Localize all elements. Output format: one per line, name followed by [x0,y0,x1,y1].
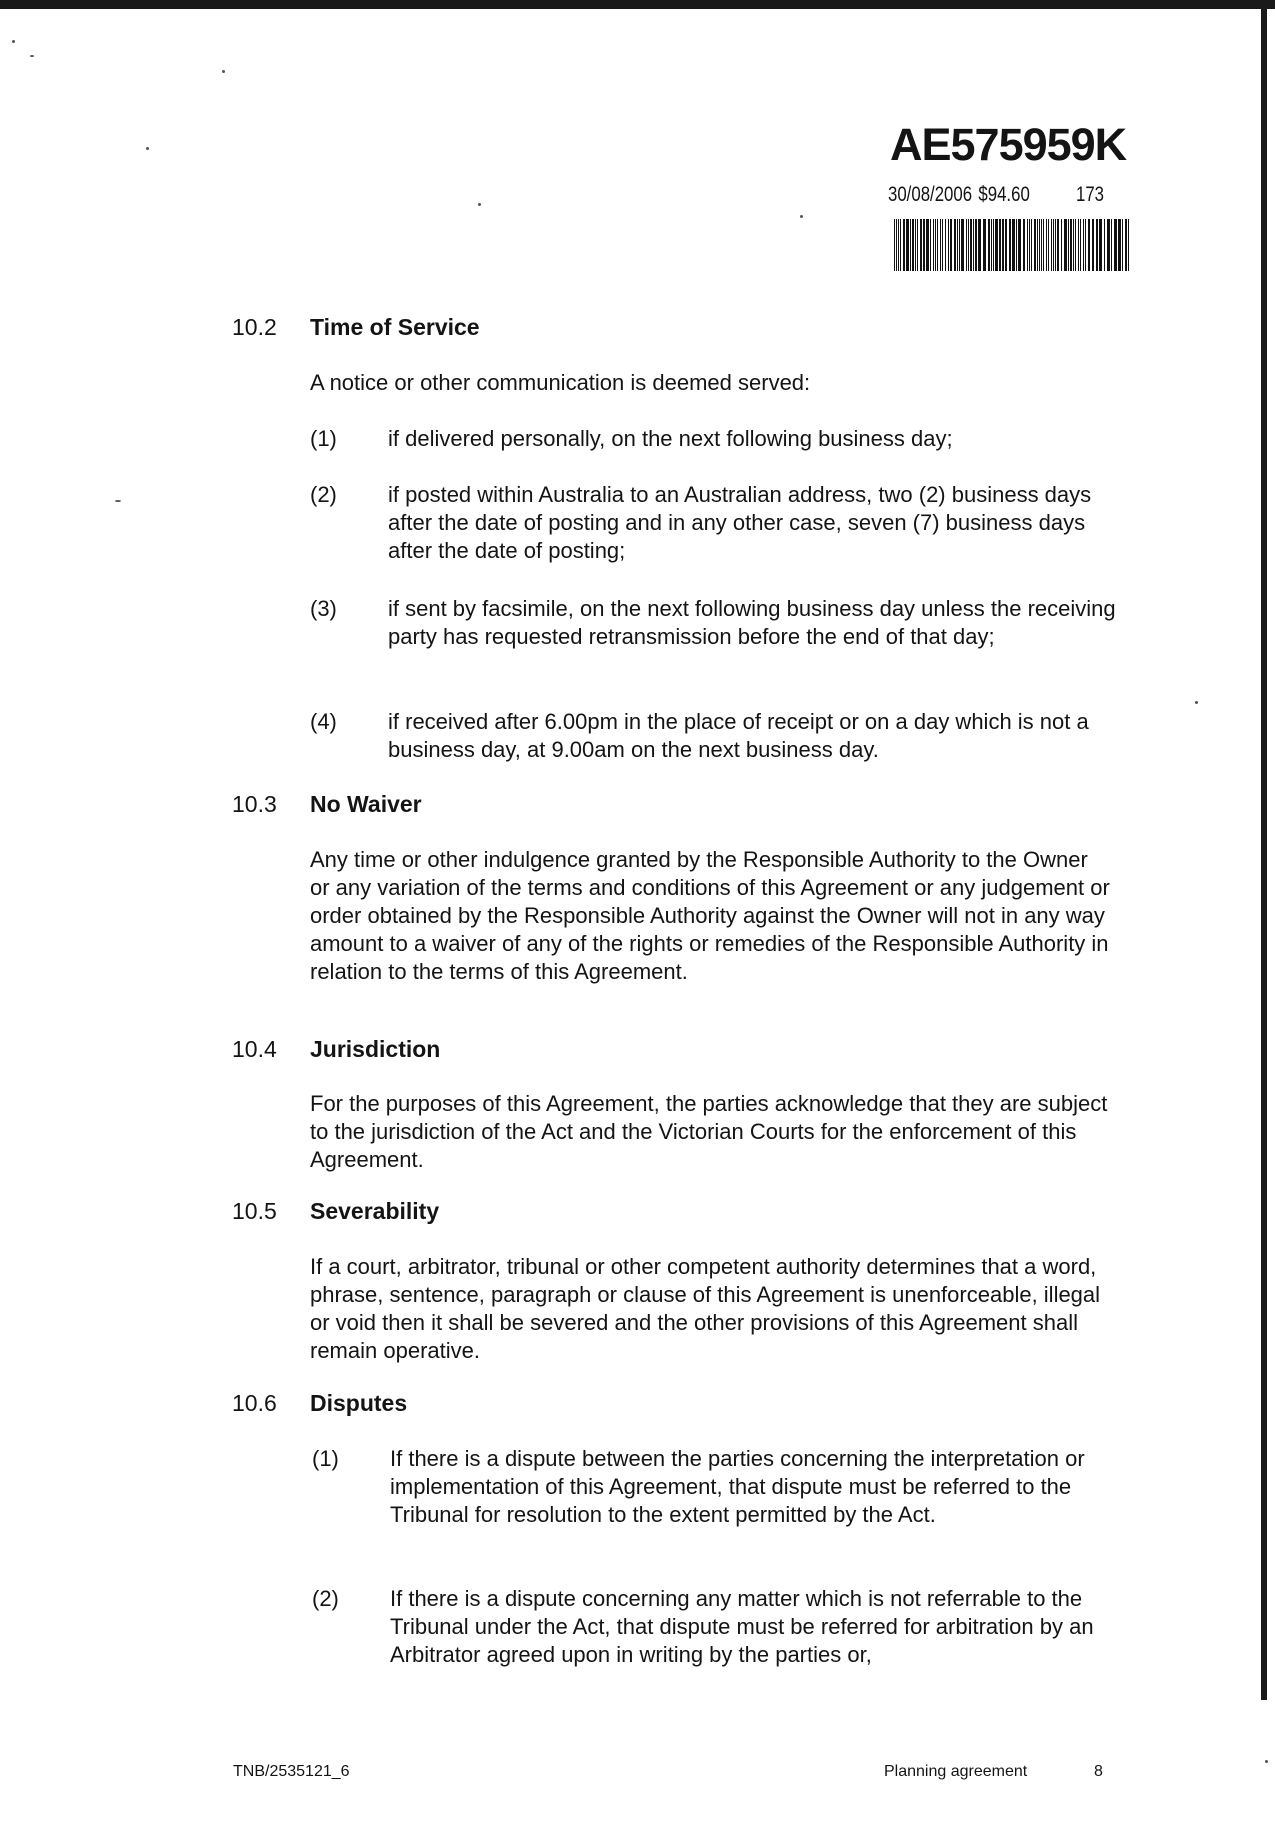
stamp-meta [888,183,1128,211]
scan-speck [115,500,121,502]
section-title: Time of Service [310,314,480,340]
section-title: No Waiver [310,791,422,817]
section-title: Severability [310,1198,440,1224]
list-item-text: If there is a dispute between the parties concerning the interpretation or implementation of this Agreement, that dispute must be referred to the Tribunal for resolution to the extent permitted by the Act. [390,1446,1085,1527]
section-number: 10.2 [232,314,277,340]
section-body: If a court, arbitrator, tribunal or other competent authority determines that a word, phrase, sentence, paragraph or clause of this Agreement is unenforceable, illegal or void then it shall be severed and the other provisions of this Agreement shall remain operative. [310,1254,1101,1363]
section-number: 10.4 [232,1036,277,1062]
scan-speck [146,147,149,150]
scan-top-edge [0,0,1275,9]
list-item-label: (2) [312,1586,339,1611]
section-title: Disputes [310,1390,408,1416]
section-number: 10.3 [232,791,277,817]
list-item-text: if received after 6.00pm in the place of receipt or on a day which is not a business day, at 9.00am on the next business day. [388,709,1089,762]
list-item-label: (1) [310,426,337,451]
list-item-text: if delivered personally, on the next following business day; [388,426,953,451]
footer-reference: TNB/2535121_6 [233,1763,350,1780]
list-item-text: if sent by facsimile, on the next following business day unless the receiving party has requested retransmission before the end of that day; [388,596,1116,649]
section-number: 10.5 [232,1198,277,1224]
scan-speck [1195,701,1198,704]
scan-right-edge [1261,0,1267,1700]
list-item-text: If there is a dispute concerning any matter which is not referrable to the Tribunal under the Act, that dispute must be referred for arbitration by an Arbitrator agreed upon in writing by the parties or, [390,1586,1094,1667]
barcode [894,219,1132,271]
scan-speck [12,40,15,43]
scan-speck [30,55,34,57]
scan-speck [800,215,803,218]
section-body: Any time or other indulgence granted by the Responsible Authority to the Owner or any variation of the terms and conditions of this Agreement or any judgement or order obtained by the Responsible Authority against the Owner will not in any way amount to a waiver of any of the rights or remedies of the Responsible Authority in relation to the terms of this Agreement. [310,847,1110,984]
section-number: 10.6 [232,1390,277,1416]
list-item-text: if posted within Australia to an Australian address, two (2) business days after the date of posting and in any other case, seven (7) business days after the date of posting; [388,482,1092,563]
footer-title: Planning agreement [884,1763,1028,1780]
stamp-document-id: AE575959K [890,119,1127,170]
section-intro: A notice or other communication is deemed served: [310,370,811,395]
registration-stamp [888,119,1150,271]
stamp-number: 173 [1076,183,1105,206]
list-item-label: (2) [310,482,337,507]
scan-speck [222,70,225,73]
section-title: Jurisdiction [310,1036,441,1062]
scan-speck [478,203,481,206]
scan-speck [1265,1760,1268,1763]
footer-page-number: 8 [1094,1763,1103,1780]
list-item-label: (4) [310,709,337,734]
stamp-date: 30/08/2006 [888,183,973,206]
section-body: For the purposes of this Agreement, the parties acknowledge that they are subject to the jurisdiction of the Act and the Victorian Courts for the enforcement of this Agreement. [310,1091,1108,1172]
list-item-label: (1) [312,1446,339,1471]
list-item-label: (3) [310,596,337,621]
stamp-fee: $94.60 [978,183,1030,206]
